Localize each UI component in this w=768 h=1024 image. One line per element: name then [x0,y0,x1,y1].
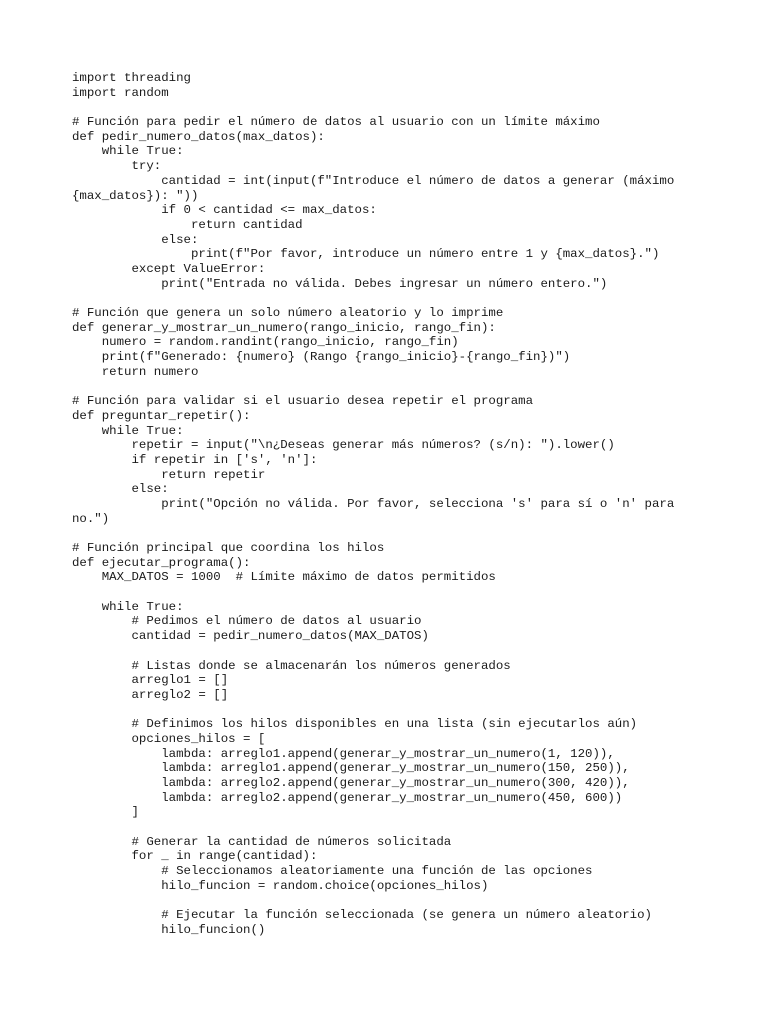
code-line: # Seleccionamos aleatoriamente una función de las opciones [72,864,593,879]
blank-line [72,894,692,909]
code-line: import random [72,85,169,100]
code-line: except ValueError: [72,261,266,276]
code-line: numero = random.randint(rango_inicio, rango_fin) [72,335,459,350]
code-line: # Pedimos el número de datos al usuario [72,614,422,629]
blank-line [72,644,692,659]
code-line: # Función para pedir el número de datos al usuario con un límite máximo [72,115,600,130]
code-line: cantidad = pedir_numero_datos(MAX_DATOS) [72,629,429,644]
code-line: return numero [72,364,199,379]
code-line: # Ejecutar la función seleccionada (se genera un número aleatorio) [72,908,652,923]
code-line: lambda: arreglo1.append(generar_y_mostrar_un_numero(150, 250)), [72,761,630,776]
blank-line [72,585,692,600]
code-line: # Definimos los hilos disponibles en una lista (sin ejecutarlos aún) [72,717,638,732]
blank-line [72,820,692,835]
code-line: while True: [72,599,184,614]
code-line: {max_datos}): ")) [72,188,199,203]
code-line: def preguntar_repetir(): [72,408,251,423]
code-line: while True: [72,144,184,159]
code-line: hilo_funcion = random.choice(opciones_hilos) [72,878,489,893]
code-line: arreglo1 = [] [72,673,229,688]
blank-line [72,703,692,718]
code-line: while True: [72,423,184,438]
code-line: def pedir_numero_datos(max_datos): [72,129,325,144]
code-line: lambda: arreglo1.append(generar_y_mostrar_un_numero(1, 120)), [72,746,615,761]
code-line: no.") [72,511,110,526]
code-line: MAX_DATOS = 1000 # Límite máximo de datos permitidos [72,570,496,585]
code-line: def generar_y_mostrar_un_numero(rango_inicio, rango_fin): [72,320,496,335]
code-line: # Función que genera un solo número aleatorio y lo imprime [72,306,504,320]
code-line: # Generar la cantidad de números solicitada [72,834,452,849]
code-line: import threading [72,71,191,85]
code-line: repetir = input("\n¿Deseas generar más números? (s/n): ").lower() [72,438,615,453]
code-line: for _ in range(cantidad): [72,849,318,864]
blank-line [72,100,692,115]
code-line: # Función principal que coordina los hilos [72,541,385,555]
code-line: print("Entrada no válida. Debes ingresar un número entero.") [72,276,608,291]
code-line: # Listas donde se almacenarán los números generados [72,658,511,673]
code-line: opciones_hilos = [ [72,731,266,746]
code-line: def ejecutar_programa(): [72,555,251,570]
code-listing [72,71,692,938]
code-line: else: [72,482,169,497]
blank-line [72,379,692,394]
code-line: if repetir in ['s', 'n']: [72,452,318,467]
code-line: hilo_funcion() [72,922,266,937]
code-line: print("Opción no válida. Por favor, selecciona 's' para sí o 'n' para [72,496,675,511]
code-line: cantidad = int(input(f"Introduce el número de datos a generar (máximo [72,173,675,188]
blank-line [72,291,692,306]
blank-line [72,526,692,541]
code-line: lambda: arreglo2.append(generar_y_mostrar_un_numero(450, 600)) [72,790,623,805]
code-line: ] [72,805,139,820]
code-line: try: [72,159,162,174]
code-line: arreglo2 = [] [72,687,229,702]
code-line: lambda: arreglo2.append(generar_y_mostrar_un_numero(300, 420)), [72,776,630,790]
code-line: # Función para validar si el usuario desea repetir el programa [72,394,534,409]
code-line: else: [72,232,199,247]
code-line: return cantidad [72,217,303,232]
code-line: if 0 < cantidad <= max_datos: [72,203,377,218]
code-line: print(f"Generado: {numero} (Rango {rango_inicio}-{rango_fin})") [72,350,571,365]
code-line: return repetir [72,467,266,482]
code-line: print(f"Por favor, introduce un número entre 1 y {max_datos}.") [72,247,660,262]
